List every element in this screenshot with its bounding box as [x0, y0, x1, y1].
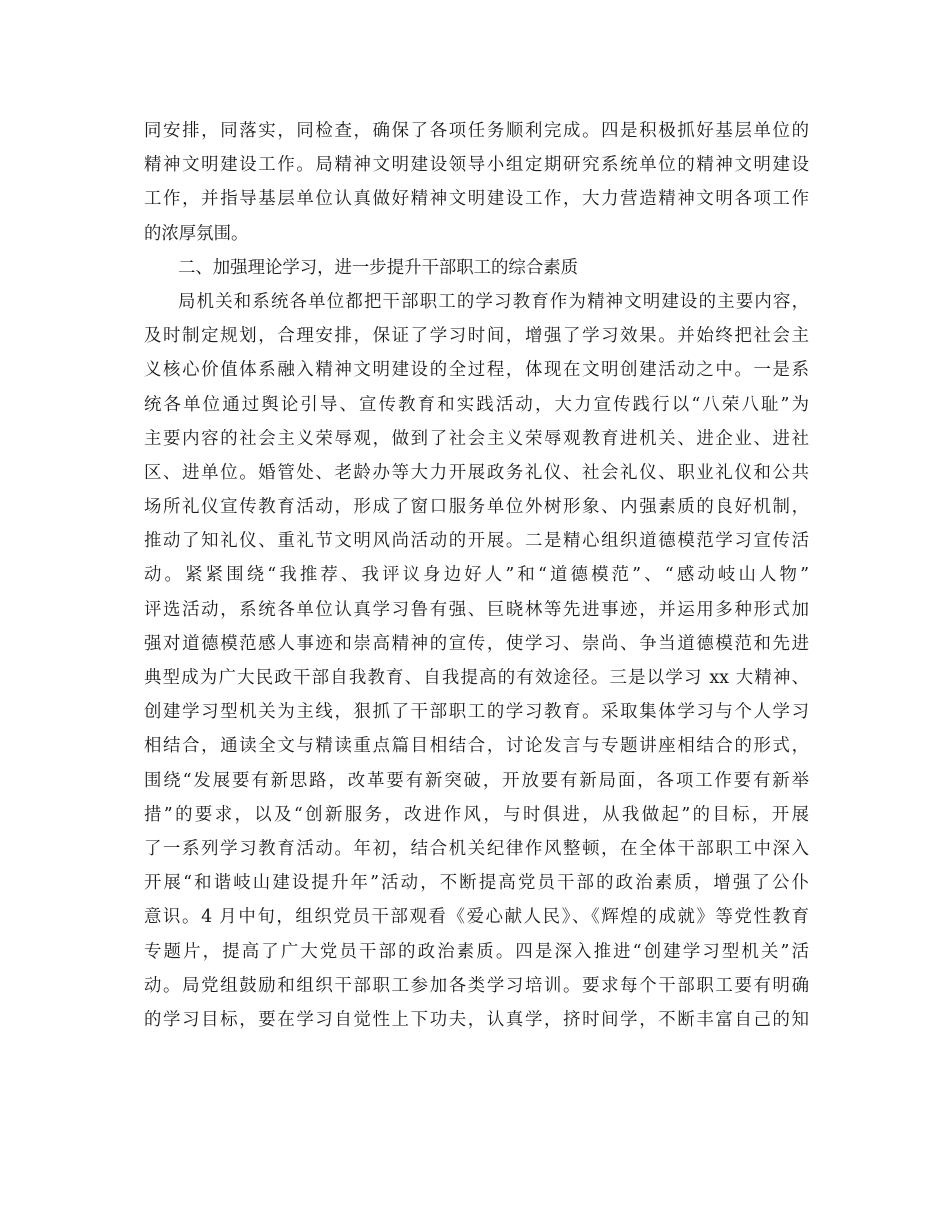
- text-line: 义核心价值体系融入精神文明建设的全过程，体现在文明创建活动之中。一是系: [144, 360, 809, 381]
- text-line: 创建学习型机关为主线，狠抓了干部职工的学习教育。采取集体学习与个人学习: [144, 702, 809, 723]
- document-body: [144, 114, 809, 1037]
- text-line: 的浓厚氛围。: [144, 223, 249, 244]
- text-line: 措”的要求，以及“创新服务，改进作风，与时俱进，从我做起”的目标，开展: [144, 804, 809, 825]
- text-line: 同安排，同落实，同检查，确保了各项任务顺利完成。四是积极抓好基层单位的: [144, 121, 809, 141]
- text-line: 的学习目标，要在学习自觉性上下功夫，认真学，挤时间学，不断丰富自己的知: [144, 1009, 809, 1030]
- text-line: 主要内容的社会主义荣辱观，做到了社会主义荣辱观教育进机关、进企业、进社: [144, 428, 809, 449]
- text-line: 二、加强理论学习，进一步提升干部职工的综合素质: [178, 257, 578, 278]
- text-line: 及时制定规划，合理安排，保证了学习时间，增强了学习效果。并始终把社会主: [144, 326, 809, 347]
- text-line: 统各单位通过舆论引导、宣传教育和实践活动，大力宣传践行以“八荣八耻”为: [144, 394, 809, 415]
- text-line: 动。紧紧围绕“我推荐、我评议身边好人”和“道德模范”、“感动岐山人物”: [144, 565, 809, 586]
- text-line: 场所礼仪宣传教育活动，形成了窗口服务单位外树形象、内强素质的良好机制，: [144, 497, 809, 518]
- text-line: 了一系列学习教育活动。年初，结合机关纪律作风整顿，在全体干部职工中深入: [144, 838, 809, 859]
- text-line: 专题片，提高了广大党员干部的政治素质。四是深入推进“创建学习型机关”活: [144, 941, 809, 962]
- text-line: 意识。4 月中旬，组织党员干部观看《爱心献人民》、《辉煌的成就》等党性教育: [144, 907, 809, 928]
- text-line: 推动了知礼仪、重礼节文明风尚活动的开展。二是精心组织道德模范学习宣传活: [144, 531, 809, 552]
- text-line: 相结合，通读全文与精读重点篇目相结合，讨论发言与专题讲座相结合的形式，: [144, 736, 809, 757]
- text-line: 区、进单位。婚管处、老龄办等大力开展政务礼仪、社会礼仪、职业礼仪和公共: [144, 462, 809, 483]
- text-line: 精神文明建设工作。局精神文明建设领导小组定期研究系统单位的精神文明建设: [144, 155, 809, 176]
- text-line: 评选活动，系统各单位认真学习鲁有强、巨晓林等先进事迹，并运用多种形式加: [144, 599, 809, 620]
- text-line: 工作，并指导基层单位认真做好精神文明建设工作，大力营造精神文明各项工作: [144, 189, 809, 210]
- text-line: 典型成为广大民政干部自我教育、自我提高的有效途径。三是以学习 xx 大精神、: [144, 668, 809, 688]
- text-line: 局机关和系统各单位都把干部职工的学习教育作为精神文明建设的主要内容，: [178, 291, 809, 312]
- text-line: 动。局党组鼓励和组织干部职工参加各类学习培训。要求每个干部职工要有明确: [144, 975, 809, 996]
- text-line: 强对道德模范感人事迹和崇高精神的宣传，使学习、崇尚、争当道德模范和先进: [144, 633, 809, 654]
- text-line: 围绕“发展要有新思路，改革要有新突破，开放要有新局面，各项工作要有新举: [144, 770, 809, 791]
- text-line: 开展“和谐岐山建设提升年”活动，不断提高党员干部的政治素质，增强了公仆: [144, 873, 809, 894]
